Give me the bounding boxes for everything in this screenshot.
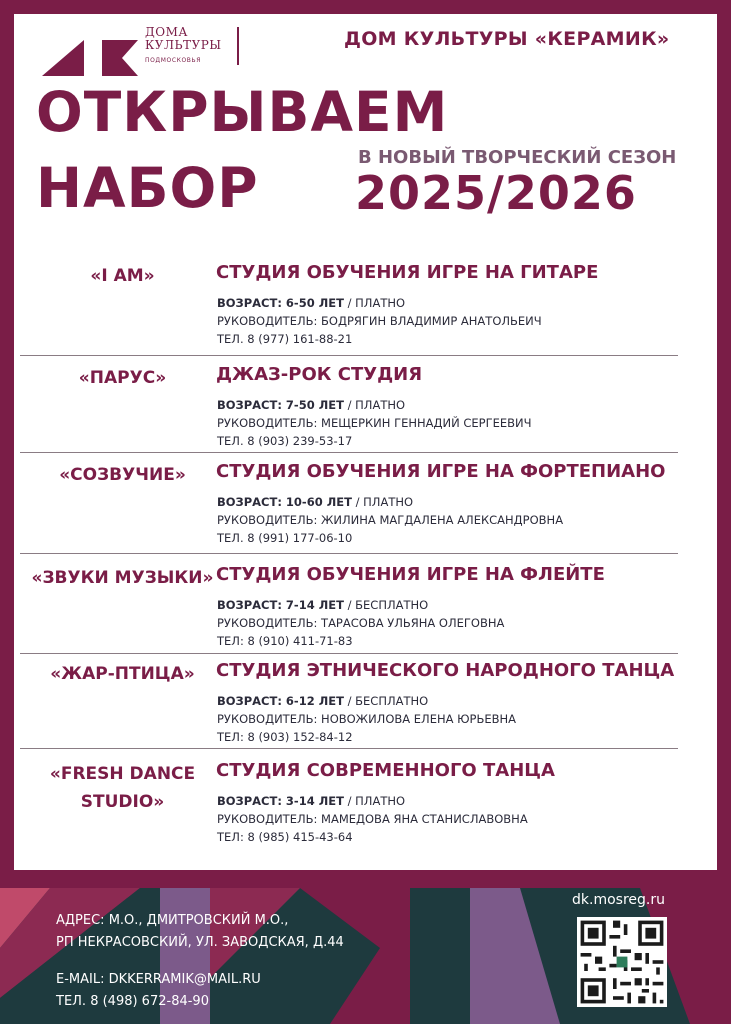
studio-name [20, 760, 225, 816]
studio-info [217, 596, 504, 650]
headline-line-1: ОТКРЫВАЕМ [36, 80, 449, 144]
logo-divider [237, 27, 239, 65]
studio-title: СТУДИЯ ОБУЧЕНИЯ ИГРЕ НА ФОРТЕПИАНО [216, 461, 666, 482]
studio-name: «ЖАР-ПТИЦА» [50, 664, 195, 684]
logo-line-3: ПОДМОСКОВЬЯ [145, 57, 201, 64]
email[interactable]: E-MAIL: DKKERRAMIK@MAIL.RU [56, 972, 261, 987]
studio-name-line-2: STUDIO» [80, 792, 165, 812]
studio-info [217, 692, 516, 746]
studio-age: ВОЗРАСТ: 6-50 ЛЕТ [217, 296, 344, 310]
studio-name: «ПАРУС» [78, 368, 167, 388]
studio-phone: ТЕЛ: 8 (910) 411-71-83 [217, 634, 353, 648]
studio-row [20, 262, 678, 356]
studio-age: ВОЗРАСТ: 10-60 ЛЕТ [217, 495, 352, 509]
studio-row [20, 564, 678, 654]
studio-price: / ПЛАТНО [355, 495, 414, 509]
studio-age: ВОЗРАСТ: 6-12 ЛЕТ [217, 694, 344, 708]
studio-phone: ТЕЛ. 8 (977) 161-88-21 [217, 332, 353, 346]
address [56, 910, 344, 954]
studio-price: / ПЛАТНО [347, 794, 406, 808]
row-divider [20, 452, 678, 453]
studio-phone: ТЕЛ: 8 (903) 152-84-12 [217, 730, 353, 744]
studio-phone: ТЕЛ. 8 (991) 177-06-10 [217, 531, 353, 545]
studio-info [217, 792, 528, 846]
studio-price: / ПЛАТНО [347, 296, 406, 310]
studio-leader: РУКОВОДИТЕЛЬ: БОДРЯГИН ВЛАДИМИР АНАТОЛЬЕИЧ [217, 314, 542, 328]
studio-title: СТУДИЯ ОБУЧЕНИЯ ИГРЕ НА ГИТАРЕ [216, 262, 599, 283]
studio-name: «ЗВУКИ МУЗЫКИ» [31, 568, 214, 588]
address-line-1: АДРЕС: М.О., ДМИТРОВСКИЙ М.О., [56, 913, 289, 928]
studio-phone: ТЕЛ: 8 (985) 415-43-64 [217, 830, 353, 844]
row-divider [20, 553, 678, 554]
studio-leader: РУКОВОДИТЕЛЬ: НОВОЖИЛОВА ЕЛЕНА ЮРЬЕВНА [217, 712, 517, 726]
studio-title: СТУДИЯ ЭТНИЧЕСКОГО НАРОДНОГО ТАНЦА [216, 660, 675, 681]
row-divider [20, 748, 678, 749]
row-divider [20, 355, 678, 356]
studio-age: ВОЗРАСТ: 7-14 ЛЕТ [217, 598, 344, 612]
studio-age: ВОЗРАСТ: 3-14 ЛЕТ [217, 794, 344, 808]
phone[interactable]: ТЕЛ. 8 (498) 672-84-90 [56, 994, 209, 1009]
logo-line-1: ДОМА [145, 25, 188, 39]
studio-row [20, 461, 678, 554]
address-line-2: РП НЕКРАСОВСКИЙ, УЛ. ЗАВОДСКАЯ, Д.44 [56, 935, 344, 950]
studio-price: / ПЛАТНО [347, 398, 406, 412]
studio-age: ВОЗРАСТ: 7-50 ЛЕТ [217, 398, 344, 412]
studio-phone: ТЕЛ. 8 (903) 239-53-17 [217, 434, 353, 448]
studio-row [20, 660, 678, 749]
logo-mark-icon [40, 28, 160, 80]
studio-leader: РУКОВОДИТЕЛЬ: МАМЕДОВА ЯНА СТАНИСЛАВОВНА [217, 812, 528, 826]
studio-name-line-1: «FRESH DANCE [49, 764, 196, 784]
logo-line-2: КУЛЬТУРЫ [145, 38, 222, 52]
contacts [56, 969, 261, 1013]
studio-leader: РУКОВОДИТЕЛЬ: МЕЩЕРКИН ГЕННАДИЙ СЕРГЕЕВИЧ [217, 416, 532, 430]
studio-name: «I AM» [90, 266, 155, 286]
studio-price: / БЕСПЛАТНО [347, 598, 429, 612]
studio-leader: РУКОВОДИТЕЛЬ: ЖИЛИНА МАГДАЛЕНА АЛЕКСАНДРОВНА [217, 513, 564, 527]
studio-row [20, 364, 678, 453]
studio-name: «СОЗВУЧИЕ» [59, 465, 186, 485]
studio-info [217, 493, 563, 547]
studio-row [20, 760, 678, 850]
qr-code-icon[interactable] [577, 917, 667, 1007]
org-name: ДОМ КУЛЬТУРЫ «КЕРАМИК» [344, 28, 670, 50]
row-divider [20, 653, 678, 654]
season-years: 2025/2026 [355, 166, 637, 220]
headline-line-2: НАБОР [36, 156, 259, 220]
website-link[interactable]: dk.mosreg.ru [572, 892, 665, 908]
studio-leader: РУКОВОДИТЕЛЬ: ТАРАСОВА УЛЬЯНА ОЛЕГОВНА [217, 616, 505, 630]
studio-info [217, 396, 532, 450]
studio-price: / БЕСПЛАТНО [347, 694, 429, 708]
studio-title: СТУДИЯ СОВРЕМЕННОГО ТАНЦА [216, 760, 555, 781]
studio-title: ДЖАЗ-РОК СТУДИЯ [216, 364, 423, 385]
studio-title: СТУДИЯ ОБУЧЕНИЯ ИГРЕ НА ФЛЕЙТЕ [216, 564, 605, 585]
studio-info [217, 294, 542, 348]
logo-text [145, 26, 222, 67]
season-label: В НОВЫЙ ТВОРЧЕСКИЙ СЕЗОН [358, 147, 677, 168]
